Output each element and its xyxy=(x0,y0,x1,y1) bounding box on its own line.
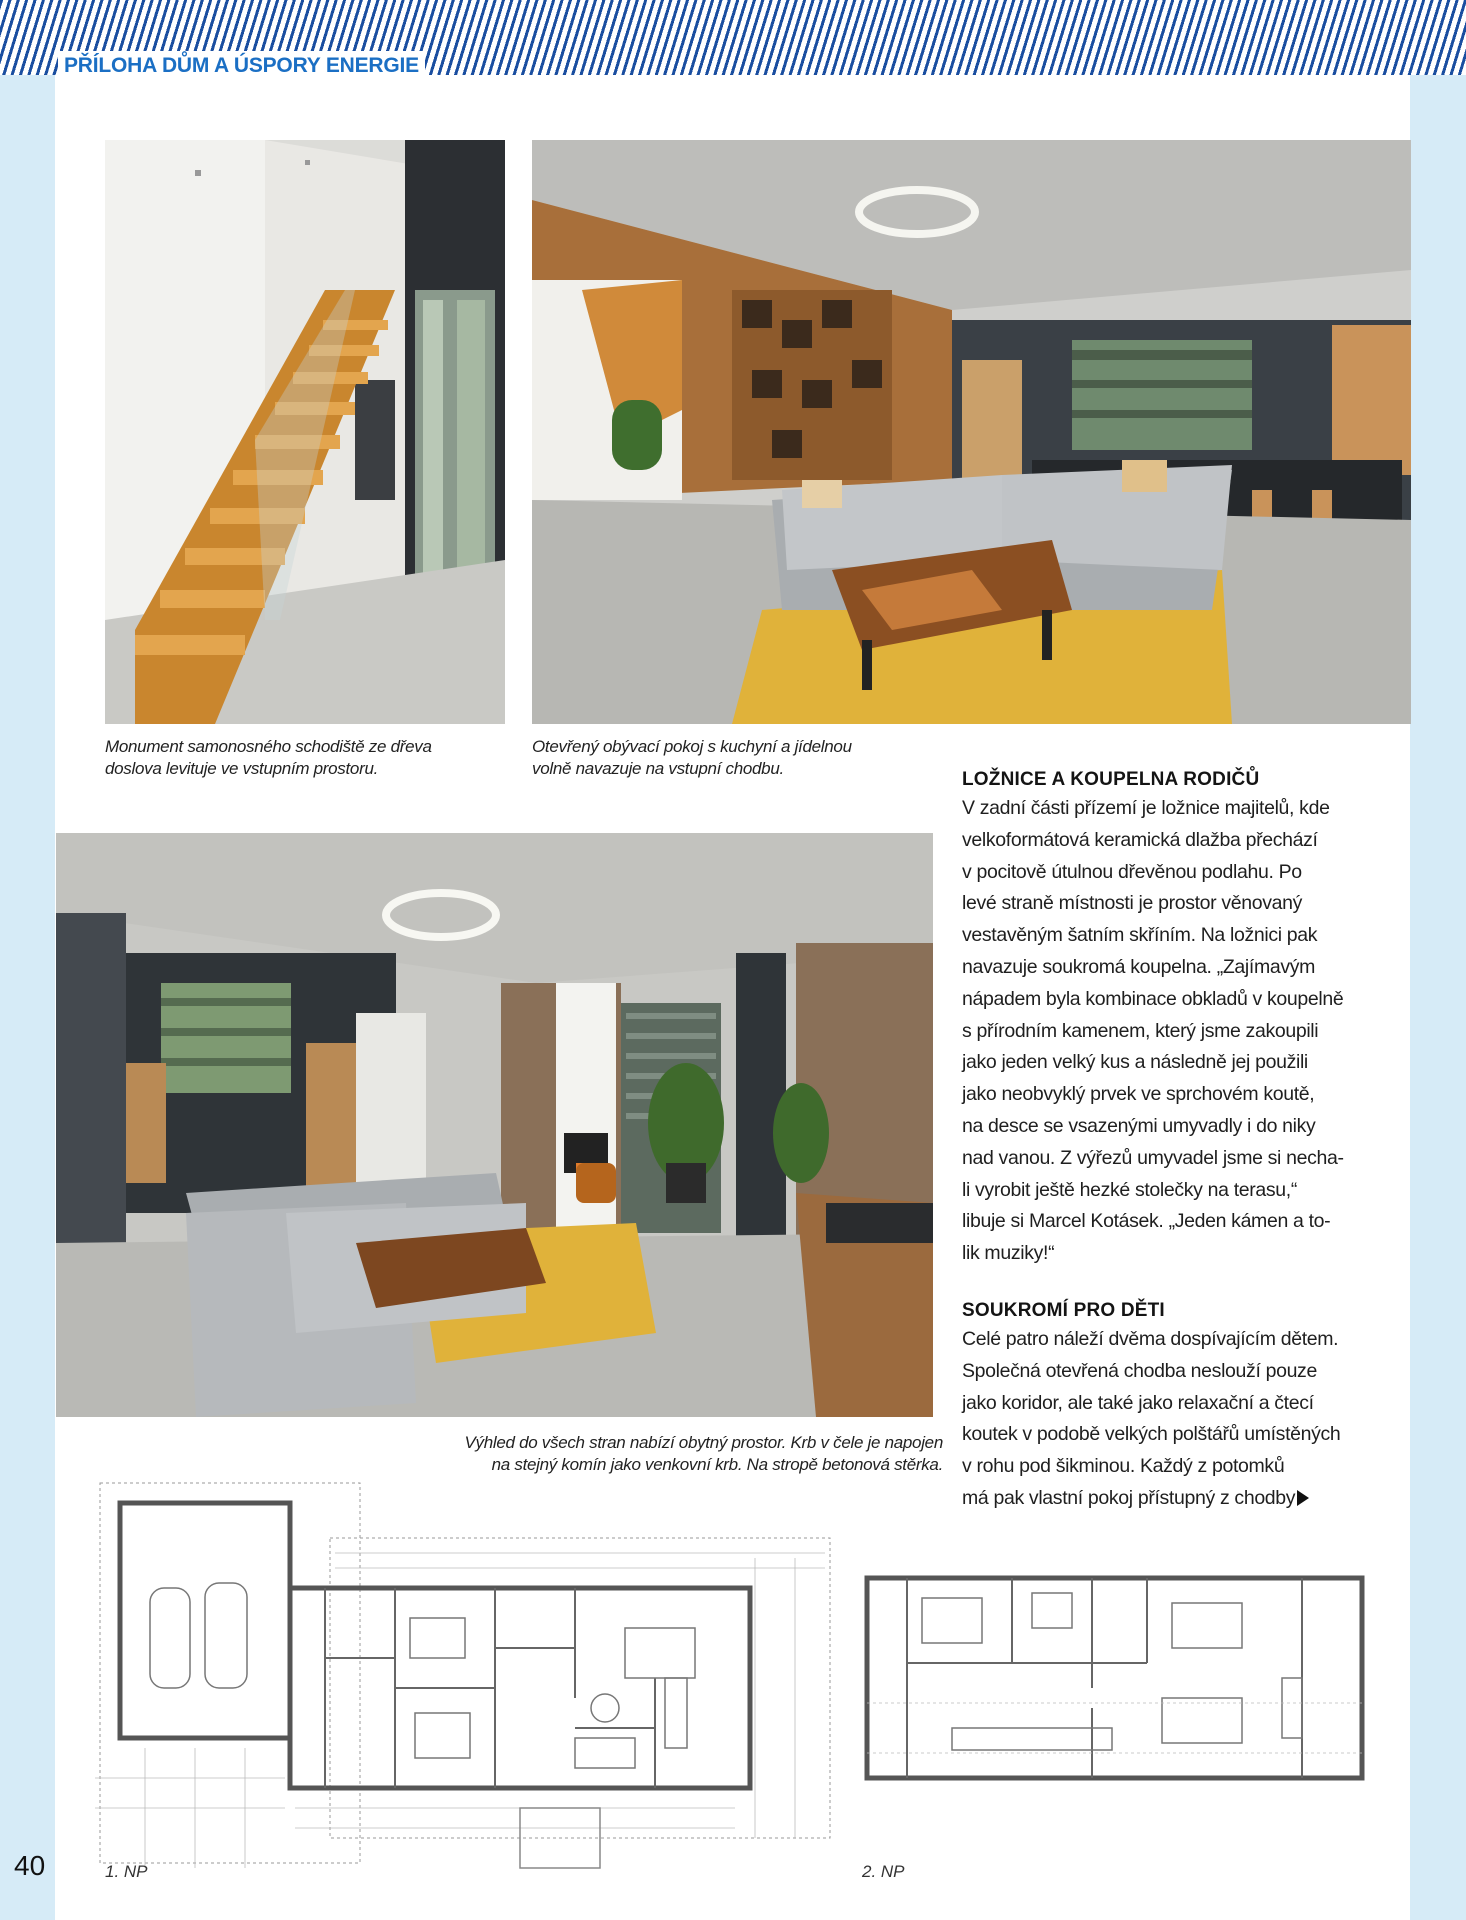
floor-plan-upper xyxy=(862,1568,1372,1808)
text-line: levé straně místnosti je prostor věnovaný xyxy=(962,892,1303,915)
photo-staircase xyxy=(105,140,505,724)
photo-living-room-top xyxy=(532,140,1411,724)
text-line: jako jeden velký kus a následně jej použili xyxy=(962,1051,1308,1074)
caption-line: Otevřený obývací pokoj s kuchyní a jídelnou xyxy=(532,737,852,756)
text-line: libuje si Marcel Kotásek. „Jeden kámen a to- xyxy=(962,1210,1331,1233)
text-line: li vyrobit ještě hezké stolečky na terasu,“ xyxy=(962,1178,1298,1201)
article-column xyxy=(962,767,1362,1515)
page-number: 40 xyxy=(14,1850,46,1881)
caption-line: doslova levituje ve vstupním prostoru. xyxy=(105,759,379,778)
floor-plan-ground xyxy=(95,1478,839,1878)
caption-staircase xyxy=(105,736,525,780)
text-line: má pak vlastní pokoj přístupný z chodby xyxy=(962,1486,1296,1509)
text-line: vestavěným šatním skříním. Na ložnici pak xyxy=(962,924,1318,947)
caption-line: na stejný komín jako venkovní krb. Na stropě betonová stěrka. xyxy=(491,1455,943,1474)
text-line: Společná otevřená chodba neslouží pouze xyxy=(962,1359,1317,1382)
text-line: velkoformátová keramická dlažba přechází xyxy=(962,828,1318,851)
text-line: jako neobvyklý prvek ve sprchovém koutě, xyxy=(962,1083,1315,1106)
caption-line: volně navazuje na vstupní chodbu. xyxy=(532,759,784,778)
text-line: v pocitově útulnou dřevěnou podlahu. Po xyxy=(962,860,1302,883)
section-body-bedroom xyxy=(962,793,1362,1270)
text-line-last xyxy=(962,1483,1362,1515)
floor-plan-upper-label: 2. NP xyxy=(862,1862,905,1881)
text-line: lik muziky!“ xyxy=(962,1242,1055,1265)
caption-line: Výhled do všech stran nabízí obytný prostor. Krb v čele je napojen xyxy=(464,1433,943,1452)
text-line: navazuje soukromá koupelna. „Zajímavým xyxy=(962,955,1316,978)
section-heading-kids: SOUKROMÍ PRO DĚTI xyxy=(962,1299,1165,1321)
section-label: PŘÍLOHA DŮM A ÚSPORY ENERGIE xyxy=(58,51,425,81)
caption-line: Monument samonosného schodiště ze dřeva xyxy=(105,737,432,756)
text-line: na desce se vsazenými umyvadly i do niky xyxy=(962,1114,1316,1137)
triangle-right-icon xyxy=(1297,1490,1309,1506)
text-line: V zadní části přízemí je ložnice majitelů, kde xyxy=(962,797,1330,819)
caption-living-large xyxy=(383,1432,943,1476)
floor-plan-ground-label: 1. NP xyxy=(105,1862,148,1881)
section-body-kids xyxy=(962,1324,1362,1515)
right-margin xyxy=(1410,0,1466,1920)
text-line: nápadem byla kombinace obkladů v koupelně xyxy=(962,987,1344,1010)
text-line: v rohu pod šikminou. Každý z potomků xyxy=(962,1455,1285,1478)
text-line: koutek v podobě velkých polštářů umístěných xyxy=(962,1423,1341,1446)
text-line: s přírodním kamenem, který jsme zakoupili xyxy=(962,1019,1319,1042)
caption-living-top xyxy=(532,736,952,780)
left-margin xyxy=(0,0,55,1920)
text-line: nad vanou. Z výřezů umyvadel jsme si necha- xyxy=(962,1146,1344,1169)
text-line: jako koridor, ale také jako relaxační a čtecí xyxy=(962,1391,1314,1414)
text-line: Celé patro náleží dvěma dospívajícím dětem. xyxy=(962,1327,1339,1350)
photo-living-room-large xyxy=(56,833,933,1417)
section-heading-bedroom: LOŽNICE A KOUPELNA RODIČŮ xyxy=(962,769,1260,790)
